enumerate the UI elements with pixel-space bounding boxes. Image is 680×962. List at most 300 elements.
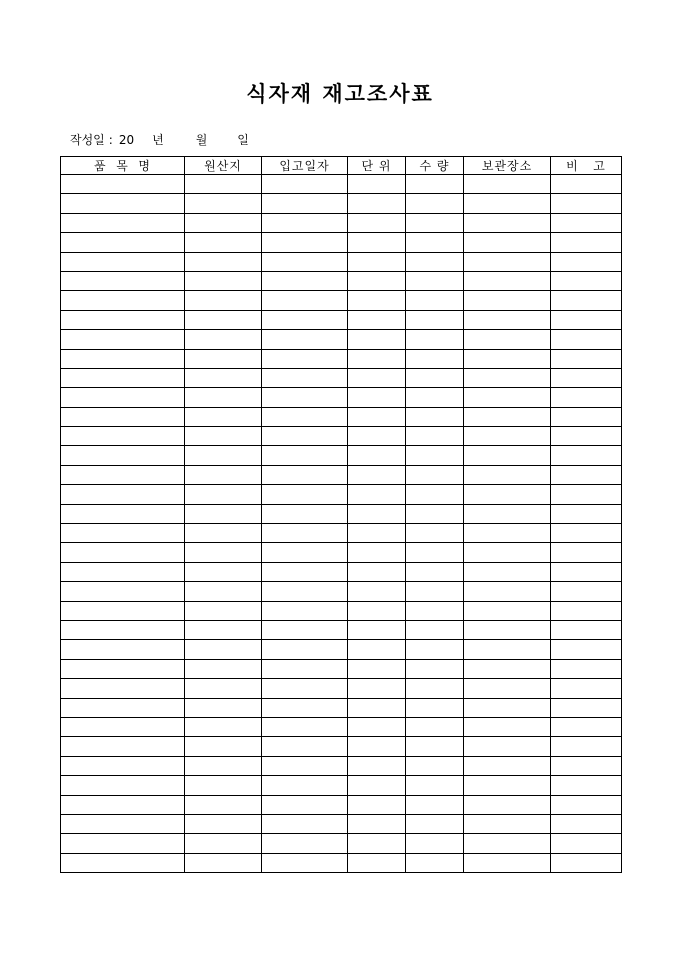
cell-storage-location[interactable] (464, 175, 551, 194)
cell-remarks[interactable] (551, 330, 622, 349)
cell-remarks[interactable] (551, 717, 622, 736)
table-row (61, 834, 622, 853)
cell-unit[interactable] (348, 368, 406, 387)
cell-receipt-date[interactable] (262, 543, 348, 562)
cell-receipt-date[interactable] (262, 407, 348, 426)
cell-unit[interactable] (348, 698, 406, 717)
cell-storage-location[interactable] (464, 233, 551, 252)
cell-item-name[interactable] (61, 213, 185, 232)
cell-item-name[interactable] (61, 737, 185, 756)
cell-quantity[interactable] (406, 252, 464, 271)
date-label: 작성일 (70, 133, 105, 147)
cell-unit[interactable] (348, 562, 406, 581)
cell-origin[interactable] (185, 291, 262, 310)
cell-origin[interactable] (185, 252, 262, 271)
date-day-unit: 일 (237, 133, 249, 147)
cell-storage-location[interactable] (464, 194, 551, 213)
cell-origin[interactable] (185, 194, 262, 213)
cell-receipt-date[interactable] (262, 485, 348, 504)
cell-quantity[interactable] (406, 659, 464, 678)
cell-unit[interactable] (348, 485, 406, 504)
cell-remarks[interactable] (551, 504, 622, 523)
cell-item-name[interactable] (61, 271, 185, 290)
cell-item-name[interactable] (61, 834, 185, 853)
header-origin: 원산지 (185, 157, 262, 175)
cell-receipt-date[interactable] (262, 446, 348, 465)
table-row (61, 640, 622, 659)
table-row (61, 427, 622, 446)
table-row (61, 233, 622, 252)
cell-item-name[interactable] (61, 252, 185, 271)
cell-receipt-date[interactable] (262, 271, 348, 290)
cell-remarks[interactable] (551, 291, 622, 310)
table-row (61, 814, 622, 833)
cell-origin[interactable] (185, 310, 262, 329)
cell-origin[interactable] (185, 737, 262, 756)
cell-quantity[interactable] (406, 291, 464, 310)
cell-quantity[interactable] (406, 776, 464, 795)
table-row (61, 562, 622, 581)
cell-remarks[interactable] (551, 233, 622, 252)
cell-remarks[interactable] (551, 465, 622, 484)
cell-unit[interactable] (348, 427, 406, 446)
cell-remarks[interactable] (551, 640, 622, 659)
header-storage-location: 보관장소 (464, 157, 551, 175)
table-row (61, 582, 622, 601)
cell-item-name[interactable] (61, 175, 185, 194)
cell-remarks[interactable] (551, 582, 622, 601)
cell-remarks[interactable] (551, 524, 622, 543)
table-row (61, 388, 622, 407)
cell-item-name[interactable] (61, 233, 185, 252)
cell-receipt-date[interactable] (262, 776, 348, 795)
cell-receipt-date[interactable] (262, 291, 348, 310)
cell-storage-location[interactable] (464, 640, 551, 659)
cell-unit[interactable] (348, 795, 406, 814)
cell-item-name[interactable] (61, 446, 185, 465)
cell-unit[interactable] (348, 194, 406, 213)
cell-quantity[interactable] (406, 679, 464, 698)
cell-origin[interactable] (185, 834, 262, 853)
cell-origin[interactable] (185, 349, 262, 368)
cell-item-name[interactable] (61, 368, 185, 387)
cell-item-name[interactable] (61, 349, 185, 368)
table-row (61, 543, 622, 562)
cell-quantity[interactable] (406, 601, 464, 620)
cell-origin[interactable] (185, 795, 262, 814)
cell-origin[interactable] (185, 271, 262, 290)
cell-storage-location[interactable] (464, 446, 551, 465)
cell-receipt-date[interactable] (262, 330, 348, 349)
cell-remarks[interactable] (551, 737, 622, 756)
cell-storage-location[interactable] (464, 388, 551, 407)
cell-origin[interactable] (185, 485, 262, 504)
cell-unit[interactable] (348, 640, 406, 659)
table-row (61, 756, 622, 775)
cell-quantity[interactable] (406, 427, 464, 446)
cell-storage-location[interactable] (464, 310, 551, 329)
cell-item-name[interactable] (61, 756, 185, 775)
cell-item-name[interactable] (61, 194, 185, 213)
cell-item-name[interactable] (61, 620, 185, 639)
cell-receipt-date[interactable] (262, 795, 348, 814)
cell-storage-location[interactable] (464, 485, 551, 504)
cell-quantity[interactable] (406, 814, 464, 833)
cell-item-name[interactable] (61, 485, 185, 504)
cell-storage-location[interactable] (464, 504, 551, 523)
page-title: 식자재 재고조사표 (246, 81, 434, 106)
cell-unit[interactable] (348, 446, 406, 465)
table-row (61, 271, 622, 290)
cell-origin[interactable] (185, 814, 262, 833)
table-row (61, 659, 622, 678)
cell-receipt-date[interactable] (262, 504, 348, 523)
cell-item-name[interactable] (61, 388, 185, 407)
cell-quantity[interactable] (406, 562, 464, 581)
cell-receipt-date[interactable] (262, 252, 348, 271)
cell-item-name[interactable] (61, 698, 185, 717)
cell-quantity[interactable] (406, 407, 464, 426)
cell-origin[interactable] (185, 524, 262, 543)
cell-quantity[interactable] (406, 582, 464, 601)
cell-storage-location[interactable] (464, 368, 551, 387)
date-colon: : (108, 133, 113, 147)
cell-origin[interactable] (185, 330, 262, 349)
cell-remarks[interactable] (551, 776, 622, 795)
cell-receipt-date[interactable] (262, 175, 348, 194)
table-row (61, 330, 622, 349)
cell-quantity[interactable] (406, 349, 464, 368)
cell-storage-location[interactable] (464, 756, 551, 775)
cell-item-name[interactable] (61, 814, 185, 833)
cell-origin[interactable] (185, 601, 262, 620)
cell-unit[interactable] (348, 737, 406, 756)
cell-unit[interactable] (348, 582, 406, 601)
cell-quantity[interactable] (406, 194, 464, 213)
cell-storage-location[interactable] (464, 814, 551, 833)
cell-storage-location[interactable] (464, 252, 551, 271)
date-month-unit: 월 (195, 133, 208, 147)
cell-storage-location[interactable] (464, 737, 551, 756)
cell-storage-location[interactable] (464, 524, 551, 543)
cell-remarks[interactable] (551, 368, 622, 387)
cell-storage-location[interactable] (464, 562, 551, 581)
cell-remarks[interactable] (551, 795, 622, 814)
cell-unit[interactable] (348, 213, 406, 232)
cell-quantity[interactable] (406, 620, 464, 639)
date-line (70, 131, 249, 148)
cell-origin[interactable] (185, 582, 262, 601)
cell-receipt-date[interactable] (262, 213, 348, 232)
table-row (61, 465, 622, 484)
cell-remarks[interactable] (551, 175, 622, 194)
table-row (61, 504, 622, 523)
cell-quantity[interactable] (406, 233, 464, 252)
cell-item-name[interactable] (61, 504, 185, 523)
cell-quantity[interactable] (406, 640, 464, 659)
cell-remarks[interactable] (551, 271, 622, 290)
cell-storage-location[interactable] (464, 698, 551, 717)
cell-item-name[interactable] (61, 330, 185, 349)
cell-item-name[interactable] (61, 291, 185, 310)
cell-quantity[interactable] (406, 368, 464, 387)
table-row (61, 679, 622, 698)
cell-storage-location[interactable] (464, 620, 551, 639)
cell-origin[interactable] (185, 368, 262, 387)
cell-unit[interactable] (348, 776, 406, 795)
cell-receipt-date[interactable] (262, 679, 348, 698)
cell-storage-location[interactable] (464, 601, 551, 620)
table-row (61, 349, 622, 368)
date-year-prefix: 20 (118, 133, 135, 147)
cell-item-name[interactable] (61, 717, 185, 736)
header-receipt-date: 입고일자 (262, 157, 348, 175)
cell-storage-location[interactable] (464, 659, 551, 678)
cell-origin[interactable] (185, 465, 262, 484)
table-row (61, 310, 622, 329)
cell-unit[interactable] (348, 853, 406, 872)
cell-remarks[interactable] (551, 562, 622, 581)
cell-storage-location[interactable] (464, 213, 551, 232)
cell-quantity[interactable] (406, 698, 464, 717)
cell-origin[interactable] (185, 504, 262, 523)
cell-receipt-date[interactable] (262, 717, 348, 736)
cell-origin[interactable] (185, 213, 262, 232)
cell-storage-location[interactable] (464, 582, 551, 601)
cell-origin[interactable] (185, 756, 262, 775)
table-row (61, 291, 622, 310)
cell-quantity[interactable] (406, 737, 464, 756)
cell-item-name[interactable] (61, 310, 185, 329)
cell-remarks[interactable] (551, 698, 622, 717)
cell-storage-location[interactable] (464, 291, 551, 310)
cell-unit[interactable] (348, 601, 406, 620)
cell-item-name[interactable] (61, 543, 185, 562)
cell-unit[interactable] (348, 659, 406, 678)
cell-unit[interactable] (348, 291, 406, 310)
cell-quantity[interactable] (406, 175, 464, 194)
cell-receipt-date[interactable] (262, 620, 348, 639)
cell-receipt-date[interactable] (262, 640, 348, 659)
cell-origin[interactable] (185, 562, 262, 581)
cell-remarks[interactable] (551, 407, 622, 426)
cell-remarks[interactable] (551, 659, 622, 678)
cell-quantity[interactable] (406, 485, 464, 504)
cell-receipt-date[interactable] (262, 853, 348, 872)
cell-receipt-date[interactable] (262, 349, 348, 368)
cell-unit[interactable] (348, 407, 406, 426)
cell-receipt-date[interactable] (262, 814, 348, 833)
table-row (61, 795, 622, 814)
cell-unit[interactable] (348, 310, 406, 329)
cell-origin[interactable] (185, 543, 262, 562)
cell-receipt-date[interactable] (262, 368, 348, 387)
cell-remarks[interactable] (551, 485, 622, 504)
cell-item-name[interactable] (61, 853, 185, 872)
cell-storage-location[interactable] (464, 776, 551, 795)
cell-receipt-date[interactable] (262, 756, 348, 775)
cell-storage-location[interactable] (464, 717, 551, 736)
cell-origin[interactable] (185, 388, 262, 407)
cell-storage-location[interactable] (464, 679, 551, 698)
cell-receipt-date[interactable] (262, 194, 348, 213)
cell-remarks[interactable] (551, 543, 622, 562)
cell-storage-location[interactable] (464, 795, 551, 814)
cell-receipt-date[interactable] (262, 834, 348, 853)
cell-unit[interactable] (348, 756, 406, 775)
cell-quantity[interactable] (406, 504, 464, 523)
cell-quantity[interactable] (406, 756, 464, 775)
cell-unit[interactable] (348, 465, 406, 484)
cell-remarks[interactable] (551, 310, 622, 329)
cell-unit[interactable] (348, 814, 406, 833)
table-row (61, 368, 622, 387)
cell-item-name[interactable] (61, 795, 185, 814)
cell-quantity[interactable] (406, 213, 464, 232)
cell-quantity[interactable] (406, 795, 464, 814)
cell-quantity[interactable] (406, 853, 464, 872)
cell-remarks[interactable] (551, 620, 622, 639)
table-row (61, 853, 622, 872)
cell-unit[interactable] (348, 233, 406, 252)
table-body (61, 175, 622, 873)
cell-unit[interactable] (348, 252, 406, 271)
header-remarks: 비 고 (551, 157, 622, 175)
cell-storage-location[interactable] (464, 330, 551, 349)
table-row (61, 213, 622, 232)
cell-item-name[interactable] (61, 524, 185, 543)
cell-receipt-date[interactable] (262, 601, 348, 620)
inventory-table (60, 156, 622, 873)
cell-quantity[interactable] (406, 310, 464, 329)
cell-unit[interactable] (348, 834, 406, 853)
cell-origin[interactable] (185, 853, 262, 872)
cell-storage-location[interactable] (464, 543, 551, 562)
cell-receipt-date[interactable] (262, 659, 348, 678)
cell-remarks[interactable] (551, 834, 622, 853)
cell-remarks[interactable] (551, 349, 622, 368)
cell-remarks[interactable] (551, 756, 622, 775)
table-row (61, 252, 622, 271)
cell-origin[interactable] (185, 698, 262, 717)
cell-unit[interactable] (348, 504, 406, 523)
table-row (61, 194, 622, 213)
header-unit: 단 위 (348, 157, 406, 175)
cell-quantity[interactable] (406, 388, 464, 407)
cell-item-name[interactable] (61, 601, 185, 620)
cell-receipt-date[interactable] (262, 427, 348, 446)
cell-receipt-date[interactable] (262, 737, 348, 756)
cell-quantity[interactable] (406, 446, 464, 465)
cell-item-name[interactable] (61, 776, 185, 795)
cell-receipt-date[interactable] (262, 310, 348, 329)
cell-storage-location[interactable] (464, 834, 551, 853)
cell-receipt-date[interactable] (262, 388, 348, 407)
cell-storage-location[interactable] (464, 407, 551, 426)
cell-origin[interactable] (185, 776, 262, 795)
cell-remarks[interactable] (551, 388, 622, 407)
cell-origin[interactable] (185, 233, 262, 252)
cell-receipt-date[interactable] (262, 233, 348, 252)
cell-storage-location[interactable] (464, 465, 551, 484)
table-row (61, 175, 622, 194)
cell-unit[interactable] (348, 175, 406, 194)
cell-storage-location[interactable] (464, 349, 551, 368)
table-header-row (61, 157, 622, 175)
cell-receipt-date[interactable] (262, 562, 348, 581)
cell-receipt-date[interactable] (262, 524, 348, 543)
cell-remarks[interactable] (551, 194, 622, 213)
cell-origin[interactable] (185, 679, 262, 698)
cell-quantity[interactable] (406, 465, 464, 484)
cell-item-name[interactable] (61, 465, 185, 484)
cell-origin[interactable] (185, 620, 262, 639)
cell-quantity[interactable] (406, 543, 464, 562)
date-year-unit: 년 (152, 133, 164, 147)
cell-quantity[interactable] (406, 330, 464, 349)
cell-origin[interactable] (185, 717, 262, 736)
cell-item-name[interactable] (61, 407, 185, 426)
cell-origin[interactable] (185, 407, 262, 426)
cell-quantity[interactable] (406, 717, 464, 736)
table-row (61, 407, 622, 426)
cell-receipt-date[interactable] (262, 698, 348, 717)
cell-remarks[interactable] (551, 446, 622, 465)
cell-remarks[interactable] (551, 601, 622, 620)
cell-item-name[interactable] (61, 582, 185, 601)
cell-item-name[interactable] (61, 562, 185, 581)
cell-receipt-date[interactable] (262, 465, 348, 484)
cell-origin[interactable] (185, 427, 262, 446)
cell-receipt-date[interactable] (262, 582, 348, 601)
cell-origin[interactable] (185, 659, 262, 678)
cell-remarks[interactable] (551, 679, 622, 698)
cell-unit[interactable] (348, 388, 406, 407)
cell-unit[interactable] (348, 717, 406, 736)
cell-item-name[interactable] (61, 679, 185, 698)
header-item-name: 품 목 명 (61, 157, 185, 175)
cell-origin[interactable] (185, 175, 262, 194)
cell-unit[interactable] (348, 330, 406, 349)
cell-remarks[interactable] (551, 853, 622, 872)
cell-item-name[interactable] (61, 640, 185, 659)
cell-unit[interactable] (348, 524, 406, 543)
cell-origin[interactable] (185, 640, 262, 659)
cell-unit[interactable] (348, 620, 406, 639)
cell-unit[interactable] (348, 349, 406, 368)
cell-remarks[interactable] (551, 252, 622, 271)
cell-unit[interactable] (348, 679, 406, 698)
cell-origin[interactable] (185, 446, 262, 465)
cell-storage-location[interactable] (464, 853, 551, 872)
cell-remarks[interactable] (551, 427, 622, 446)
cell-unit[interactable] (348, 271, 406, 290)
cell-quantity[interactable] (406, 834, 464, 853)
table-row (61, 601, 622, 620)
cell-remarks[interactable] (551, 213, 622, 232)
cell-quantity[interactable] (406, 524, 464, 543)
cell-remarks[interactable] (551, 814, 622, 833)
cell-storage-location[interactable] (464, 427, 551, 446)
cell-item-name[interactable] (61, 659, 185, 678)
cell-storage-location[interactable] (464, 271, 551, 290)
header-quantity: 수 량 (406, 157, 464, 175)
cell-unit[interactable] (348, 543, 406, 562)
table-row (61, 446, 622, 465)
table-row (61, 776, 622, 795)
cell-item-name[interactable] (61, 427, 185, 446)
cell-quantity[interactable] (406, 271, 464, 290)
